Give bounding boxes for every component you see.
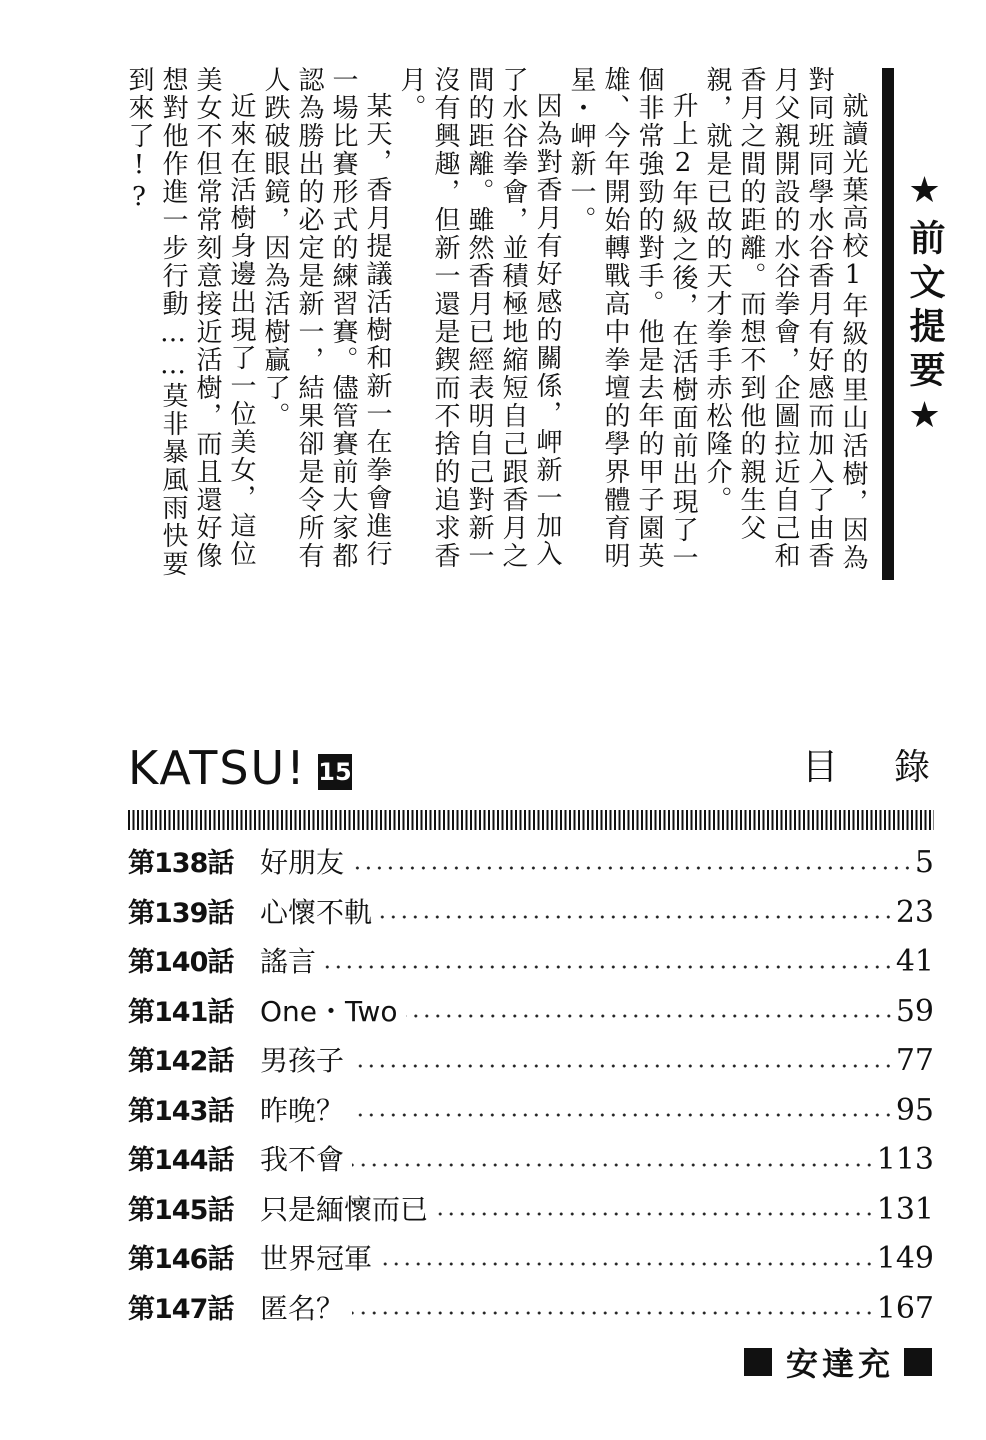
toc-label: 目錄 [801,747,986,788]
chapter-row[interactable] [128,888,934,938]
synopsis-paragraph: 因為對香月有好感的關係，岬新一加入了水谷拳會，並積極地縮短自己跟香月之間的距離。雖然香月已經表明自己對新一沒有興趣，但新一還是鍥而不捨的追求香月。 [396,66,562,570]
synopsis-paragraph: 升上2年級之後，在活樹面前出現了一個非常強勁的對手。他是去年的甲子園英雄、今年開始轉戰高中拳壇的學界體育明星・岬新一。 [566,66,698,572]
chapter-row[interactable] [128,987,934,1037]
chapter-title: 只是緬懷而已 [260,1192,429,1226]
author-name: 安達充 [785,1345,894,1383]
chapter-number: 第138話 [128,848,234,879]
chapter-row[interactable] [128,1234,934,1284]
dot-leader [406,1014,894,1018]
chapter-number: 第143話 [128,1095,234,1127]
chapter-row[interactable] [128,838,934,888]
chapter-row[interactable] [128,1036,934,1086]
dot-leader [352,1163,875,1167]
chapter-page: 5 [914,845,934,880]
chapter-row[interactable] [128,1135,934,1185]
chapter-row[interactable] [128,1284,934,1334]
chapter-page: 113 [876,1142,934,1177]
synopsis-paragraph: 某天，香月提議活樹和新一在拳會進行一場比賽形式的練習賽。儘管賽前大家都認為勝出的必定是新一，結果卻是令所有人跌破眼鏡，因為活樹贏了。 [260,66,392,570]
square-bullet-icon [744,1348,772,1376]
chapter-page: 95 [895,1092,934,1128]
chapter-title: 心懷不軌 [260,895,373,929]
chapter-title: 好朋友 [260,846,345,879]
chapter-page: 77 [895,1043,934,1078]
dot-leader [436,1212,875,1216]
synopsis-heading: ★前文提要★ [904,170,945,444]
chapter-list [128,838,934,1338]
striped-divider [128,810,934,830]
chapter-title: 謠言 [260,945,317,978]
dot-leader [380,915,894,919]
dot-leader [380,1262,875,1266]
square-bullet-icon [904,1348,932,1376]
chapter-number: 第147話 [128,1293,234,1325]
chapter-title: 世界冠軍 [260,1242,373,1275]
volume-badge: 15 [318,754,352,790]
toc-header [128,740,986,800]
chapter-number: 第142話 [128,1046,234,1077]
chapter-title: 匿名？ [260,1291,345,1325]
chapter-row[interactable] [128,1185,934,1235]
chapter-number: 第144話 [128,1145,234,1176]
chapter-number: 第141話 [128,996,234,1028]
dot-leader [324,965,894,969]
synopsis-side-rule [882,68,894,580]
dot-leader [352,1311,875,1315]
chapter-number: 第145話 [128,1194,234,1226]
chapter-title: One・Two [260,994,398,1028]
chapter-page: 59 [895,993,934,1029]
chapter-title: 我不會 [260,1143,345,1176]
chapter-number: 第139話 [128,897,234,929]
chapter-page: 41 [895,944,934,979]
dot-leader [352,1064,894,1068]
dot-leader [352,866,913,870]
chapter-number: 第140話 [128,947,234,978]
chapter-row[interactable] [128,1086,934,1136]
chapter-page: 131 [876,1191,934,1227]
synopsis-paragraph: 近來在活樹身邊出現了一位美女，這位美女不但常常刻意接近活樹，而且還好像想對他作進一步行動……莫非暴風雨快要到來了!? [124,66,256,578]
dot-leader [352,1113,894,1117]
synopsis-paragraph: 就讀光葉高校1年級的里山活樹，因為對同班同學水谷香月有好感而加入了由香月父親開設的水谷拳會，企圖拉近自己和香月之間的距離。而想不到他的親生父親，就是已故的天才拳手赤松隆介。 [702,66,868,572]
chapter-title: 男孩子 [260,1044,345,1077]
chapter-row[interactable] [128,937,934,987]
chapter-page: 149 [876,1241,934,1276]
synopsis-section [0,0,960,620]
author-credit [744,1338,932,1386]
series-title: KATSU! [128,741,307,795]
synopsis-body [118,66,870,586]
chapter-title: 昨晚？ [260,1093,345,1127]
chapter-number: 第146話 [128,1244,234,1275]
chapter-page: 167 [876,1290,934,1326]
chapter-page: 23 [895,894,934,930]
